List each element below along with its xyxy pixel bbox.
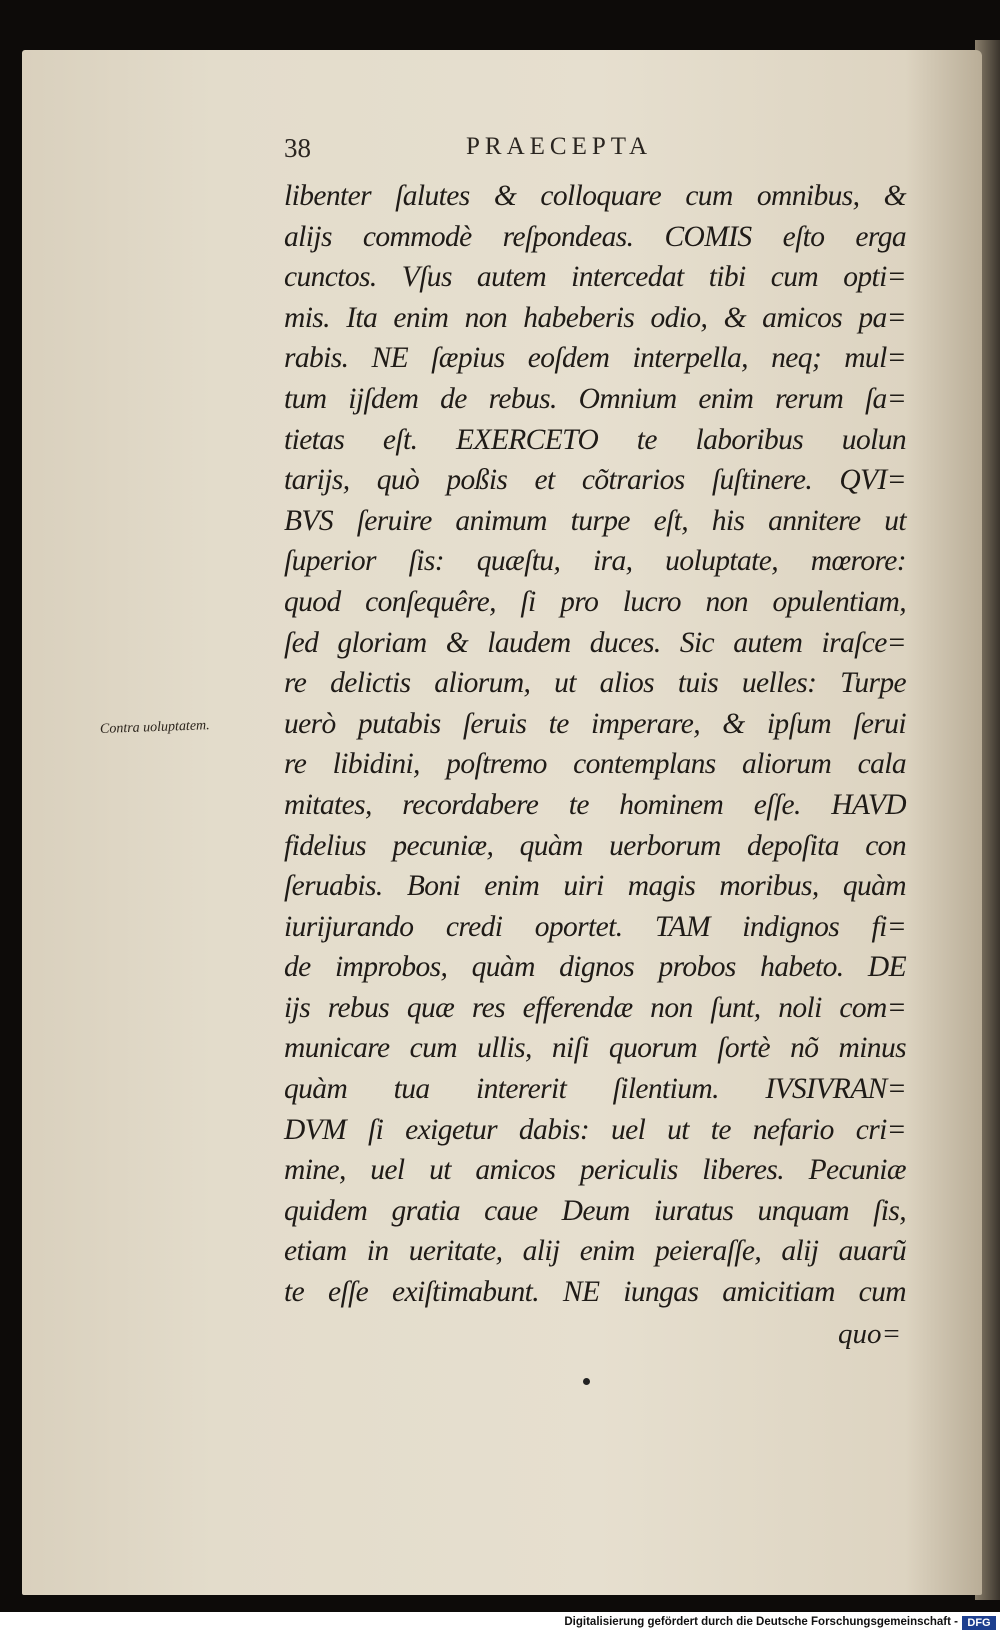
text-line: ſuperior ſis: quæſtu, ira, uoluptate, mœrore: (284, 545, 906, 578)
text-line: ſeruabis. Boni enim uiri magis moribus, quàm (284, 870, 906, 903)
text-line: rabis. NE ſæpius eoſdem interpella, neq; mul= (284, 342, 906, 375)
text-line: iјs rebus quæ res efferendæ non ſunt, noli com= (284, 991, 906, 1024)
page-number: 38 (284, 133, 311, 163)
footer-bar (0, 1612, 1000, 1635)
catchword: quo= (838, 1318, 902, 1350)
text-line: te eſſe exiſtimabunt. NE iungas amicitiam cum (284, 1276, 906, 1309)
text-line: mis. Ita enim non habeberis odio, & amicos pa= (284, 301, 906, 334)
text-line: tum iјſdem de rebus. Omnium enim rerum ſa= (284, 382, 906, 415)
text-line: municare cum ullis, niſi quorum ſortè nõ minus (284, 1032, 906, 1065)
text-line: tietas eſt. EXERCETO te laboribus uolun (284, 423, 906, 456)
body-text (284, 176, 906, 1313)
text-line: etiam in ueritate, aliј enim peieraſſe, aliј auarũ (284, 1235, 906, 1268)
text-line: re delictis aliorum, ut alios tuis uelles: Turpe (284, 667, 906, 700)
text-line: DVM ſi exigetur dabis: uel ut te nefario cri= (284, 1113, 906, 1146)
text-line: libenter ſalutes & colloquare cum omnibus, & (284, 180, 906, 212)
page-header (284, 133, 904, 169)
text-line: mitates, recordabere te hominem eſſe. HAVD (284, 788, 906, 821)
text-line: tariјs, quò poßis et cõtrarios ſuſtinere. QVI= (284, 464, 906, 497)
text-line: re libidini, poſtremo contemplans aliorum cala (284, 748, 906, 781)
text-line: uerò putabis ſeruis te imperare, & ipſum ſerui (284, 707, 906, 740)
text-line: mine, uel ut amicos periculis liberes. Pecuniæ (284, 1154, 906, 1187)
dfg-logo: DFG (962, 1616, 996, 1630)
marginal-handwritten-note: Contra uoluptatem. (99, 718, 210, 737)
text-line: fidelius pecuniæ, quàm uerborum depoſita con (284, 829, 906, 862)
text-line: ſed gloriam & laudem duces. Sic autem iraſce= (284, 626, 906, 659)
text-line: iuriјurando credi oportet. TAM indignos fi= (284, 910, 906, 943)
text-line: quidem gratia caue Deum iuratus unquam ſis, (284, 1194, 906, 1227)
text-line: aliјs commodè reſpondeas. COMIS eſto erga (284, 220, 906, 253)
text-line: quàm tua intererit ſilentium. IVSIVRAN= (284, 1073, 906, 1106)
text-line: de improbos, quàm dignos probos habeto. DE (284, 951, 906, 984)
ink-spot (583, 1378, 590, 1385)
text-line: quod conſequêre, ſi pro lucro non opulentiam, (284, 585, 906, 618)
text-line: cunctos. Vſus autem intercedat tibi cum opti= (284, 261, 906, 294)
text-line: BVS ſeruire animum turpe eſt, his annitere ut (284, 504, 906, 537)
running-head: PRAECEPTA (466, 133, 653, 160)
funding-credit: Digitalisierung gefördert durch die Deutsche Forschungsgemeinschaft - (564, 1616, 958, 1628)
